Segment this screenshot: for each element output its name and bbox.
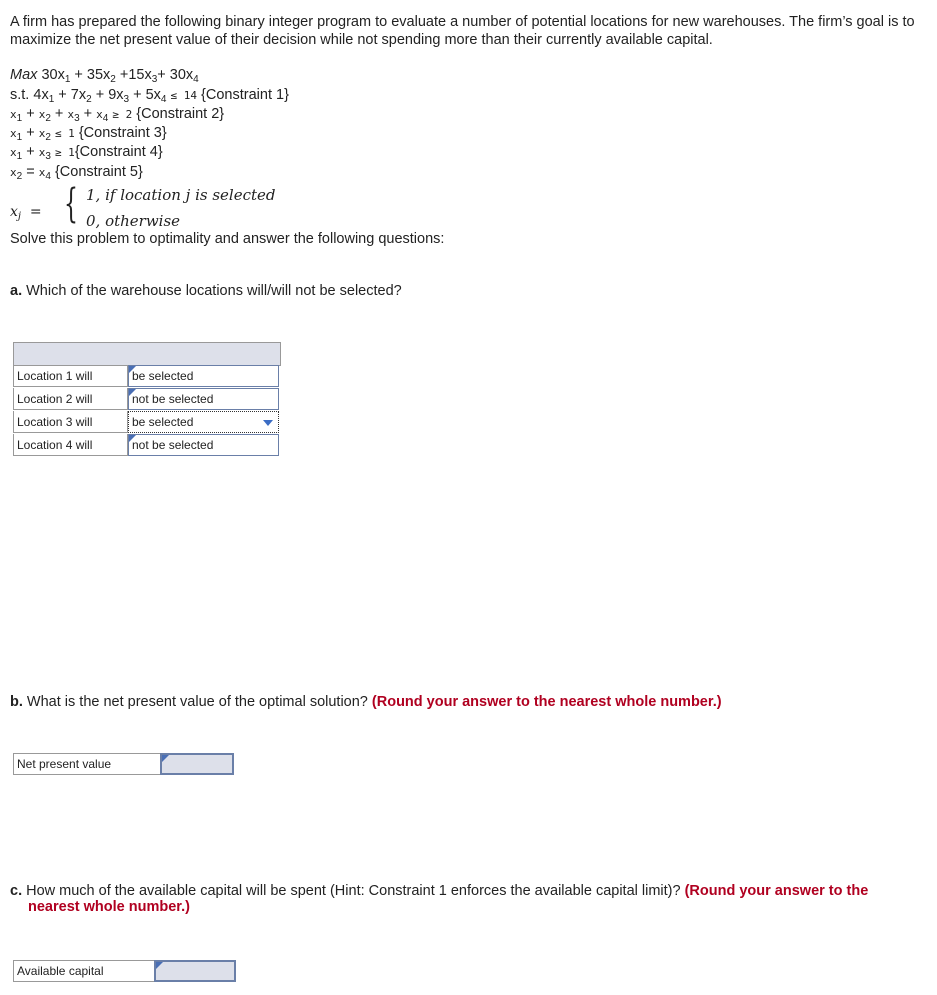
table-header: [13, 342, 281, 366]
question-b: b. What is the net present value of the optimal solution? (Round your answer to the nearest whole number.): [10, 694, 722, 710]
location-1-select[interactable]: [128, 365, 279, 387]
case-otherwise: 0, otherwise: [86, 212, 181, 230]
question-a: a. Which of the warehouse locations will/will not be selected?: [10, 283, 402, 299]
dropdown-arrow-icon[interactable]: [263, 420, 273, 426]
npv-input[interactable]: [160, 753, 234, 775]
location-3-label: Location 3 will: [13, 411, 128, 433]
location-2-select[interactable]: [128, 388, 279, 410]
npv-label: Net present value: [13, 753, 161, 775]
capital-label: Available capital: [13, 960, 155, 982]
constraint-2: $x_1 + x_2 + x_3 + x_4 \ge 2$ {Constraint 2}: [10, 106, 225, 124]
constraint-1: s.t. $4x_1 + 7x_2 + 9x_3 + 5x_4 \le 14$ {Constraint 1}: [10, 87, 289, 105]
solve-instruction: Solve this problem to optimality and answer the following questions:: [10, 231, 445, 247]
brace-symbol: {: [64, 181, 78, 227]
location-4-label: Location 4 will: [13, 434, 128, 456]
xj-label: $x_j$ =: [10, 204, 42, 222]
answer-marker-icon: [156, 962, 163, 969]
constraint-4: $x_1 + x_3$ ≥ 1{Constraint 4}: [10, 144, 163, 162]
location-2-value: not be selected: [132, 392, 214, 406]
case-selected: 1, if location j is selected: [86, 186, 276, 204]
location-4-select[interactable]: [128, 434, 279, 456]
location-1-label: Location 1 will: [13, 365, 128, 387]
answer-marker-icon: [129, 435, 136, 442]
answer-marker-icon: [129, 366, 136, 373]
constraint-5: $x_2 = x_4$ {Constraint 5}: [10, 164, 143, 182]
location-1-value: be selected: [132, 369, 194, 383]
answer-marker-icon: [129, 389, 136, 396]
objective-function: Max $30x_1 + 35x_2 +15x_3+ 30x_4$: [10, 67, 199, 85]
location-4-value: not be selected: [132, 438, 214, 452]
question-c: c. How much of the available capital will be spent (Hint: Constraint 1 enforces the available capital limit)? (Round your answer to the nearest whole number.): [10, 883, 869, 915]
capital-input[interactable]: [154, 960, 236, 982]
answer-marker-icon: [162, 755, 169, 762]
problem-intro: A firm has prepared the following binary integer program to evaluate a number of potential locations for new warehouses. The firm’s goal is to maximize the net present value of their decision while not spending more than their currently available capital.: [10, 14, 915, 48]
location-2-label: Location 2 will: [13, 388, 128, 410]
constraint-3: $x_1 + x_2 \le 1$ {Constraint 3}: [10, 125, 167, 143]
location-3-select[interactable]: [128, 411, 279, 433]
location-3-value: be selected: [132, 415, 194, 429]
